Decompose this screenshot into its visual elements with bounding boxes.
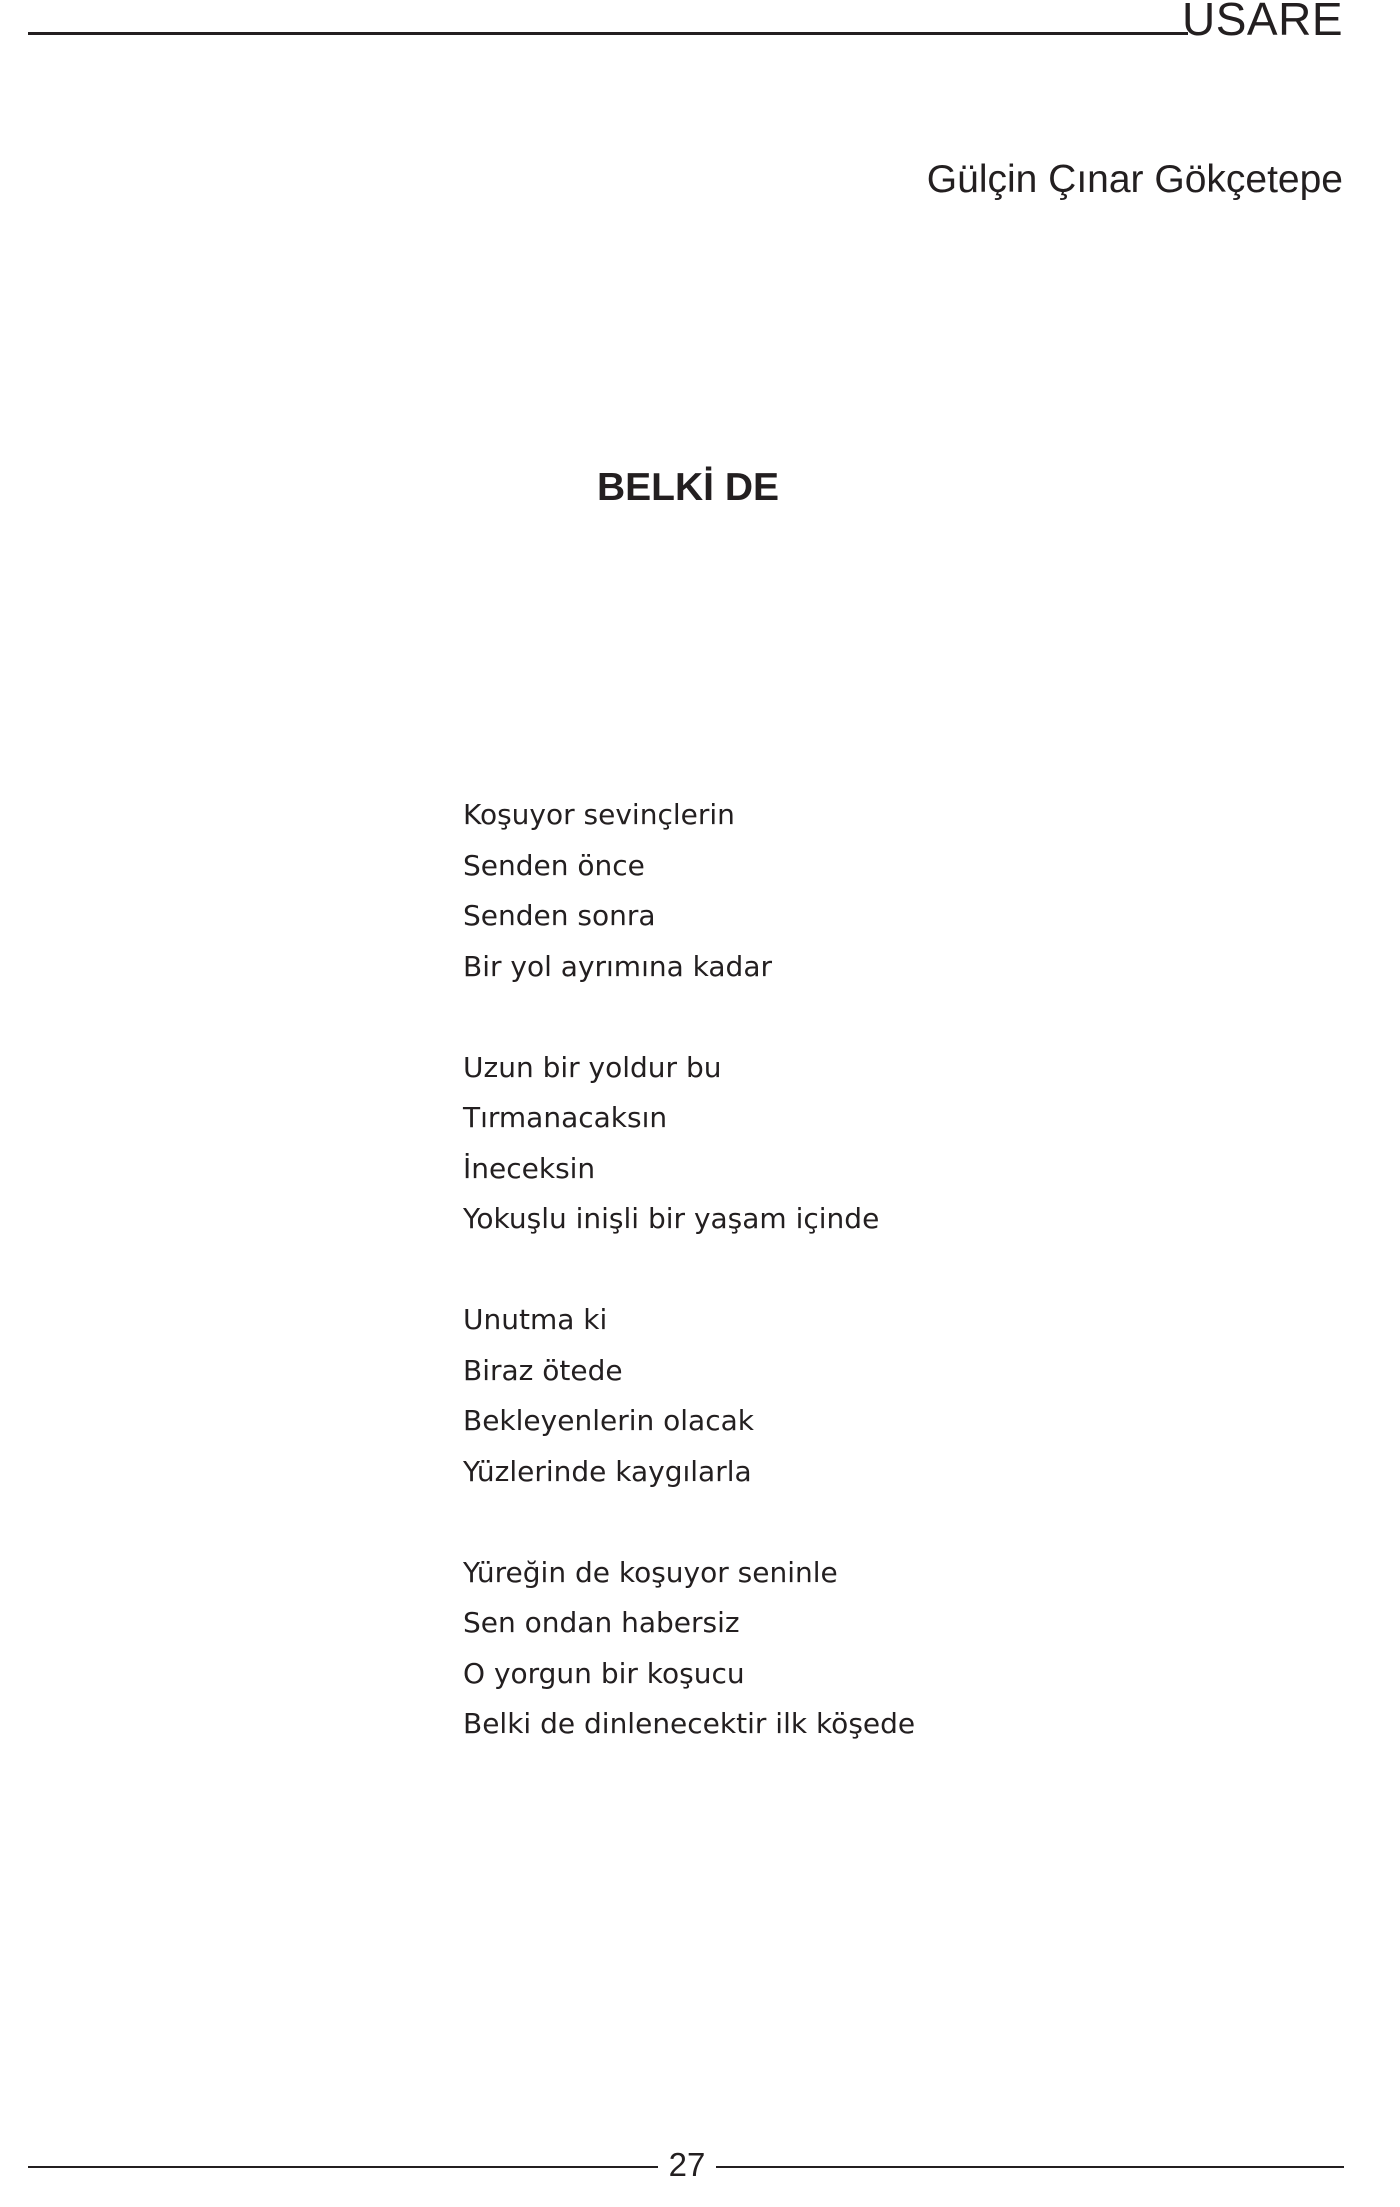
stanza-3 xyxy=(463,1295,915,1497)
poem-line: Belki de dinlenecektir ilk köşede xyxy=(463,1707,916,1740)
poem-line: Yüzlerinde kaygılarla xyxy=(463,1454,752,1488)
poem-line: Uzun bir yoldur bu xyxy=(463,1050,722,1084)
poem-line: Yokuşlu inişli bir yaşam içinde xyxy=(463,1202,880,1235)
poem-line: Biraz ötede xyxy=(463,1353,623,1387)
magazine-name: USARE xyxy=(1182,0,1343,45)
stanza-4 xyxy=(463,1548,915,1750)
footer-rule-right xyxy=(716,2166,1344,2168)
stanza-2 xyxy=(463,1043,915,1245)
poem-line: Bekleyenlerin olacak xyxy=(463,1404,754,1437)
poem-body xyxy=(463,790,915,1800)
poem-line: Tırmanacaksın xyxy=(463,1101,668,1134)
stanza-1 xyxy=(463,790,915,992)
poem-line: İneceksin xyxy=(463,1151,596,1185)
poem-line: Sen ondan habersiz xyxy=(463,1606,740,1639)
page-number: 27 xyxy=(668,2146,706,2183)
poem-line: Senden sonra xyxy=(463,899,656,932)
header-rule xyxy=(28,32,1188,35)
poem-line: Yüreğin de koşuyor seninle xyxy=(463,1555,838,1589)
author-name: Gülçin Çınar Gökçetepe xyxy=(926,158,1343,201)
poem-line: Senden önce xyxy=(463,848,645,882)
poem-line: O yorgun bir koşucu xyxy=(463,1656,745,1690)
poem-title: BELKİ DE xyxy=(597,466,780,509)
footer-rule-left xyxy=(28,2166,658,2168)
poem-line: Unutma ki xyxy=(463,1303,608,1336)
poem-line: Koşuyor sevinçlerin xyxy=(463,798,735,831)
poem-line: Bir yol ayrımına kadar xyxy=(463,949,772,983)
